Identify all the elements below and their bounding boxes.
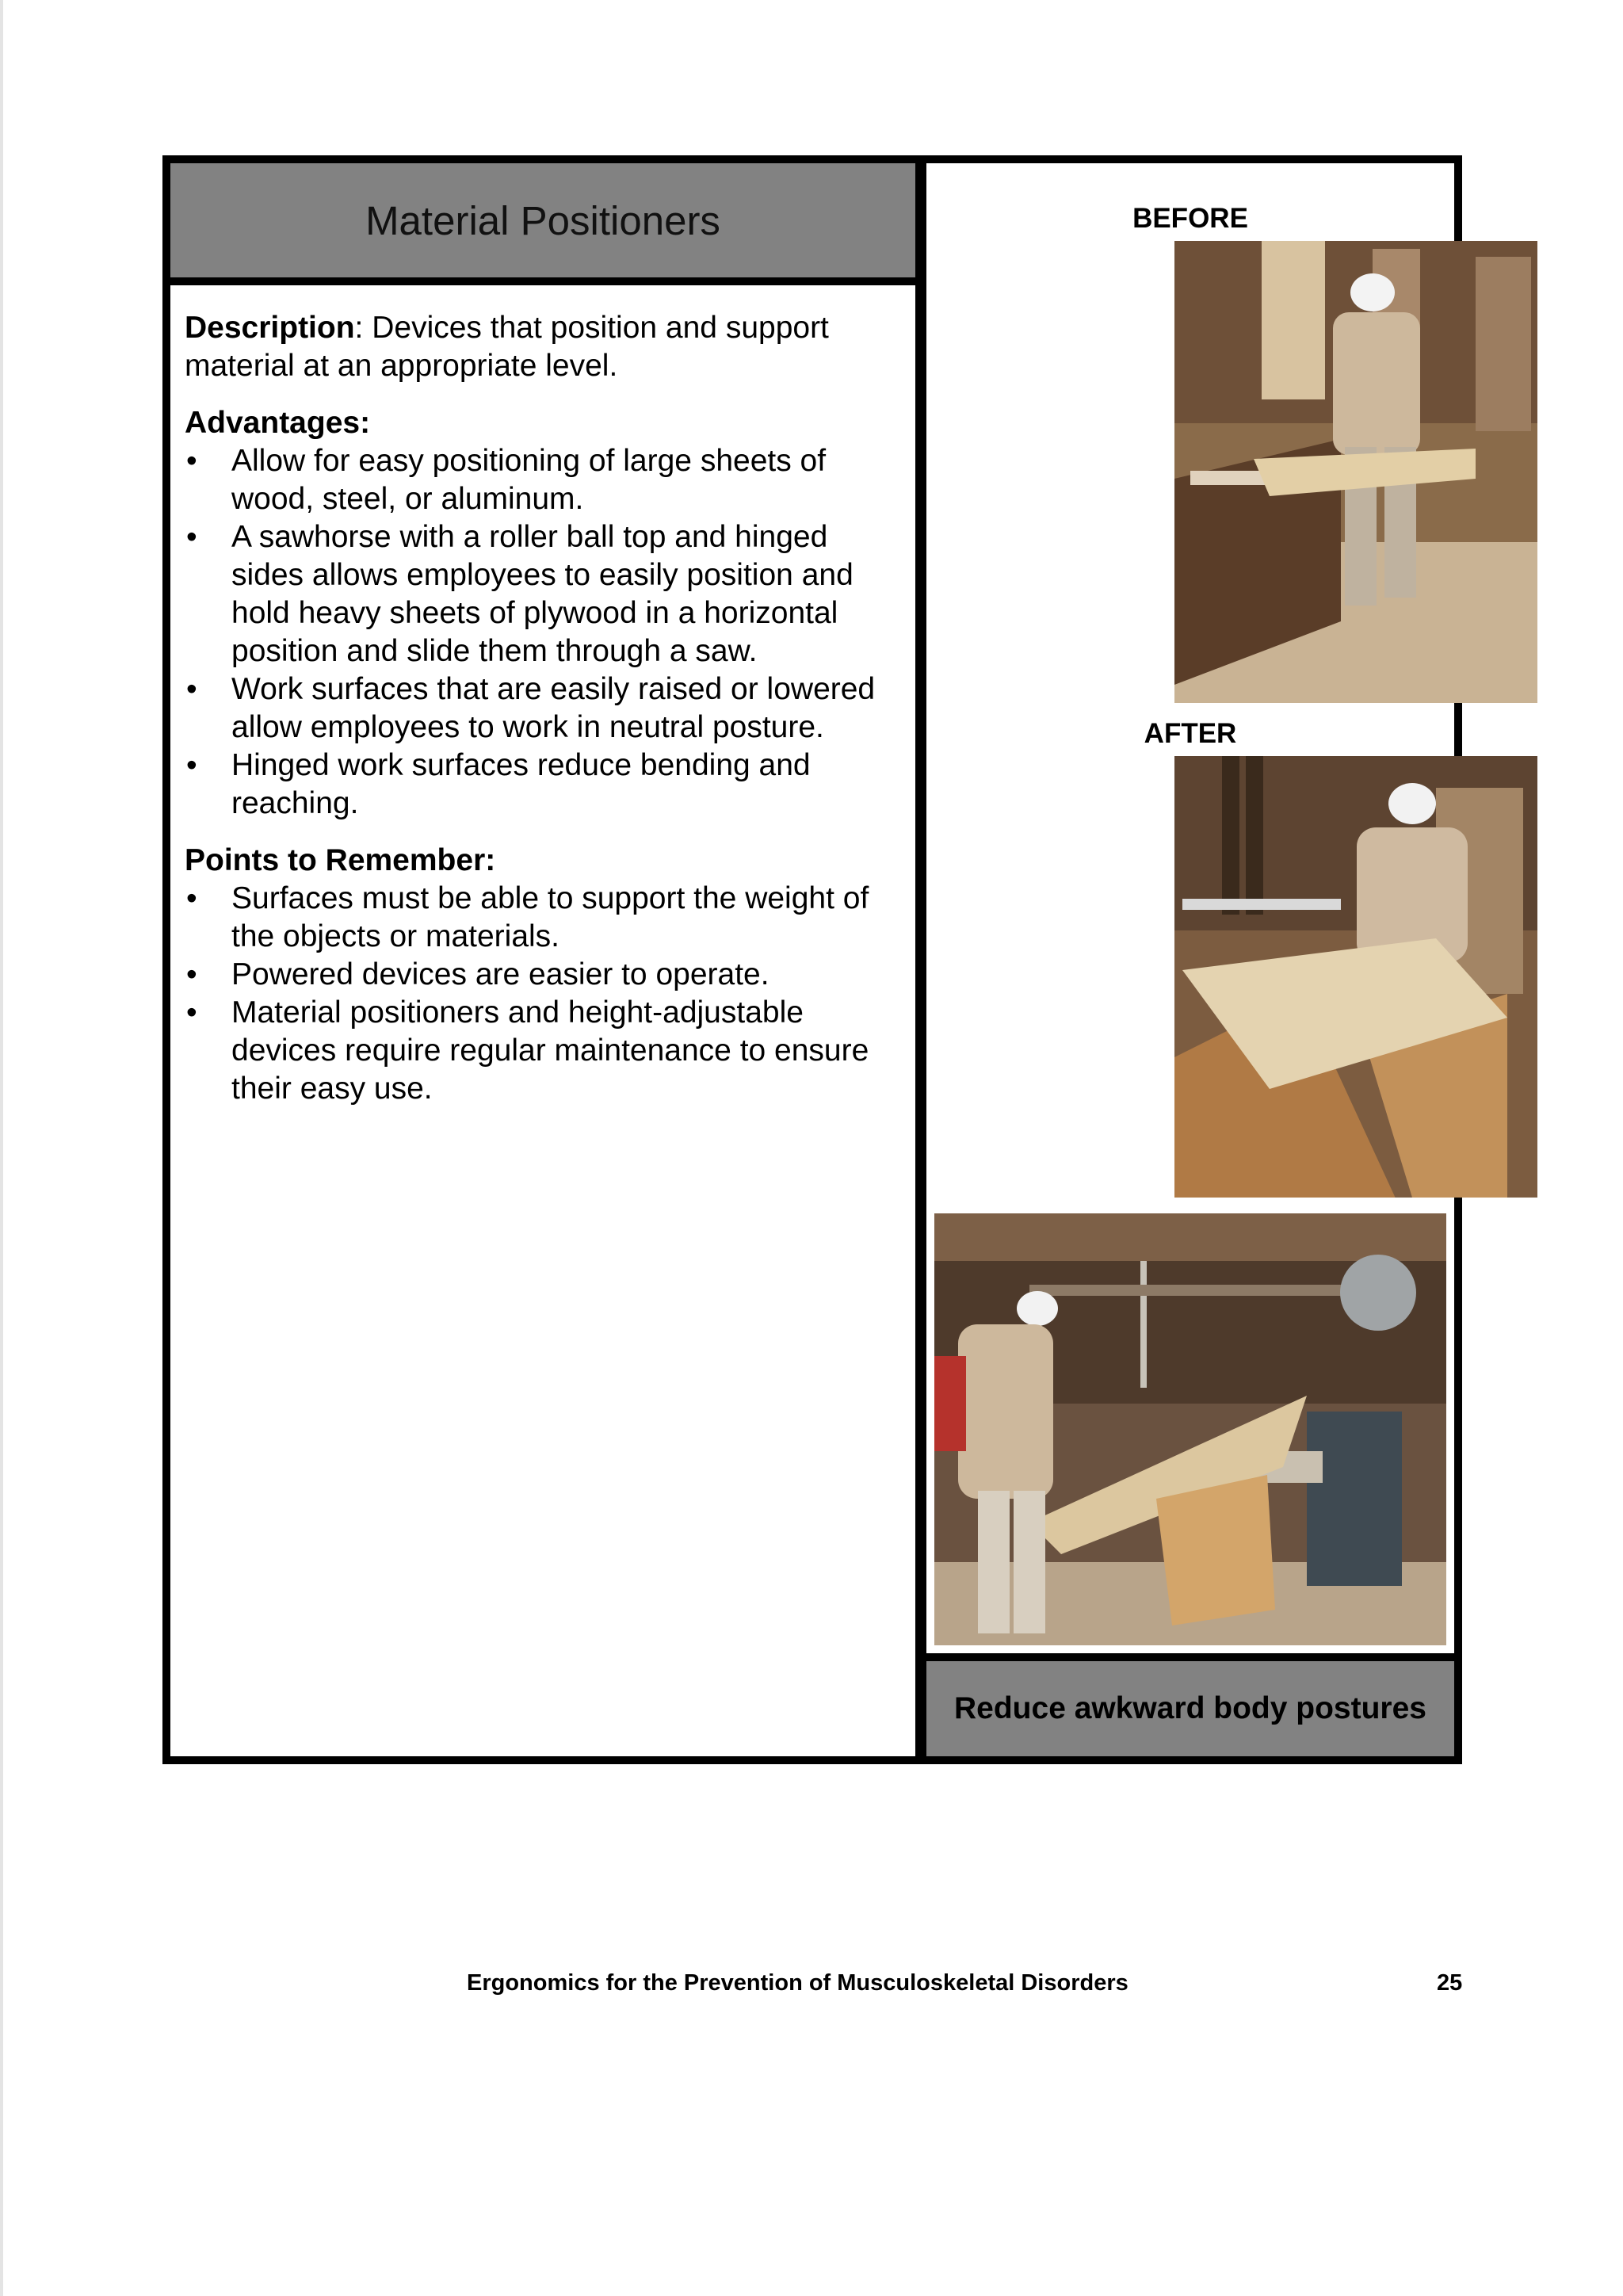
bullet-icon: • [186, 444, 197, 478]
bullet-icon: • [186, 881, 197, 915]
list-item [185, 747, 899, 823]
bullet-icon: • [186, 520, 197, 554]
list-item [185, 442, 899, 518]
list-item [185, 518, 899, 670]
before-caption: BEFORE [1132, 203, 1248, 234]
list-item-text: A sawhorse with a roller ball top and hinged sides allows employees to easily position and hold heavy sheets of plywood in a horizontal position and slide them through a saw. [231, 520, 854, 668]
bullet-icon: • [186, 957, 197, 991]
list-item-text: Powered devices are easier to operate. [231, 957, 769, 991]
bullet-icon: • [186, 672, 197, 706]
list-item [185, 994, 899, 1108]
after-caption: AFTER [1144, 718, 1237, 749]
photo-column [926, 163, 1454, 1653]
list-item [185, 880, 899, 956]
list-item [185, 956, 899, 994]
before-photo [1174, 241, 1537, 703]
list-item-text: Surfaces must be able to support the weight of the objects or materials. [231, 881, 869, 953]
content-table [162, 155, 1462, 1764]
page-title: Material Positioners [170, 163, 915, 277]
advantages-heading: Advantages: [185, 406, 371, 440]
bullet-icon: • [186, 748, 197, 782]
list-item-text: Work surfaces that are easily raised or lowered allow employees to work in neutral posture. [231, 672, 876, 744]
workshop-photo [934, 1213, 1446, 1645]
list-item-text: Hinged work surfaces reduce bending and reaching. [231, 748, 811, 820]
points-heading: Points to Remember: [185, 843, 496, 877]
list-item-text: Material positioners and height-adjustable devices require regular maintenance to ensure their easy use. [231, 995, 869, 1106]
bullet-icon: • [186, 995, 197, 1030]
description-text: : Devices that position and support material at an appropriate level. [185, 311, 829, 383]
text-column [170, 285, 915, 1756]
page-number: 25 [1437, 1970, 1463, 1996]
list-item [185, 670, 899, 747]
advantages-list [185, 442, 899, 823]
page-edge [0, 0, 3, 2296]
list-item-text: Allow for easy positioning of large sheets of wood, steel, or aluminum. [231, 444, 827, 516]
footer-banner: Reduce awkward body postures [926, 1661, 1454, 1756]
description [185, 309, 899, 385]
description-label: Description [185, 311, 355, 345]
points-list [185, 880, 899, 1108]
footer-title: Ergonomics for the Prevention of Musculoskeletal Disorders [467, 1970, 1128, 1996]
after-photo [1174, 756, 1537, 1198]
